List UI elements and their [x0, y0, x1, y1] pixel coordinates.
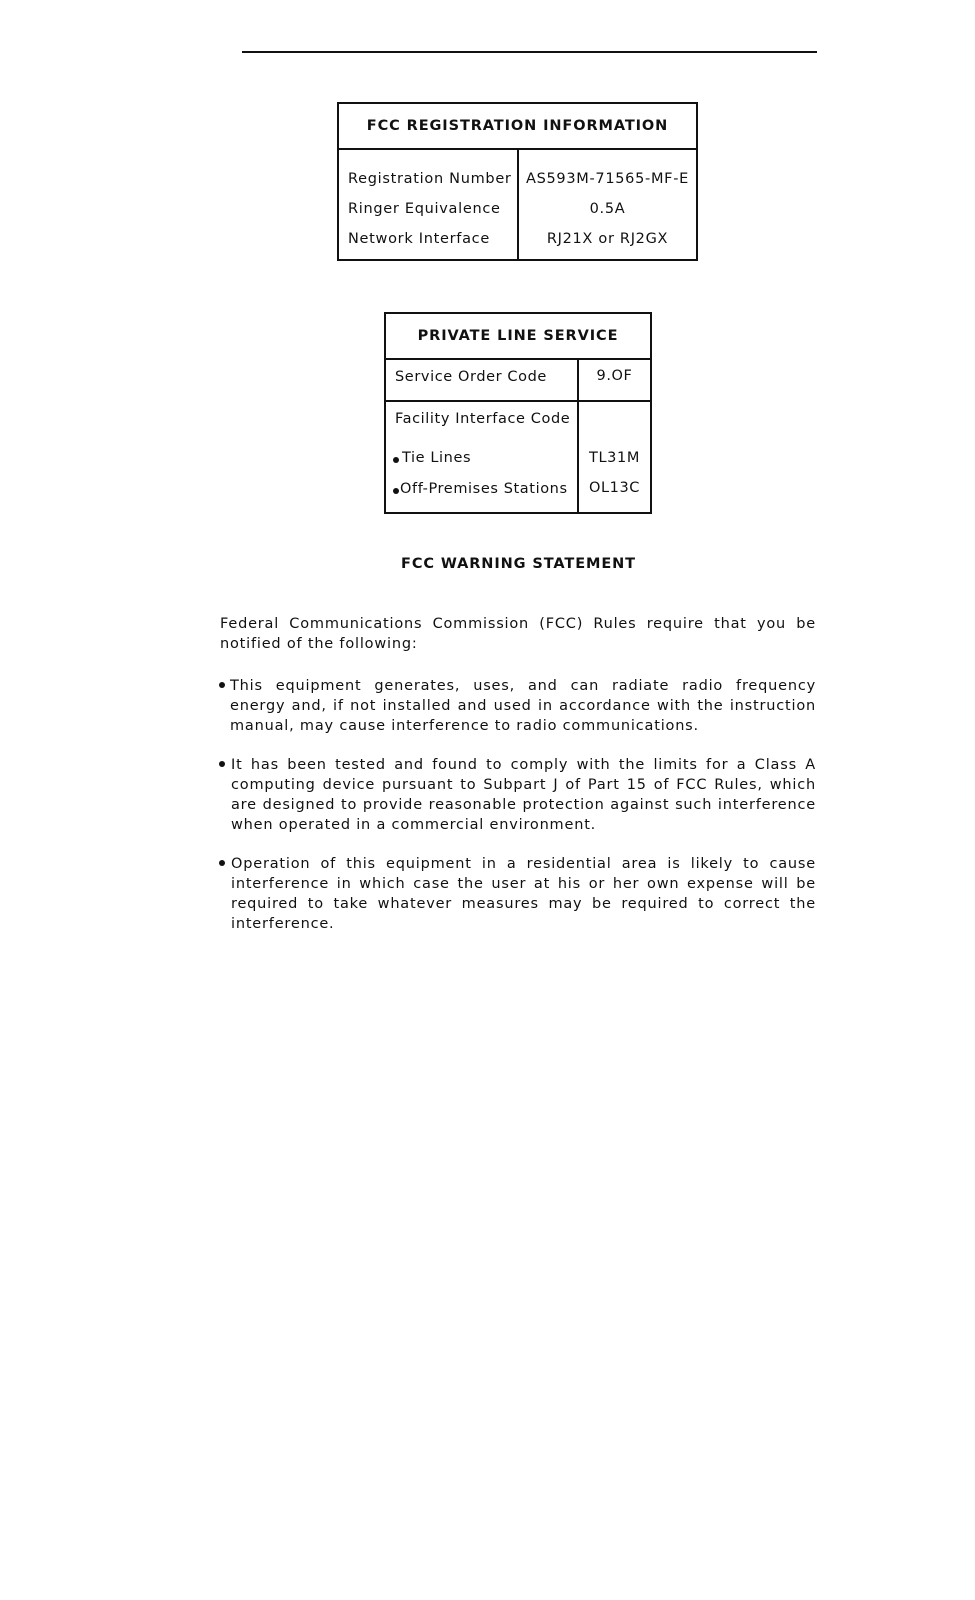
bullet-icon	[393, 457, 399, 463]
bullet-icon	[219, 761, 225, 767]
private-line-service-table	[384, 312, 652, 514]
registration-table-title: FCC REGISTRATION INFORMATION	[339, 104, 696, 150]
fcc-registration-table	[337, 102, 698, 261]
network-interface-value: RJ21X or RJ2GX	[546, 231, 669, 247]
table-row	[339, 171, 696, 193]
bullet-icon	[393, 488, 399, 494]
warning-bullet-text: It has been tested and found to comply with the limits for a Class A computing device pursuant to Subpart J of Part 15 of FCC Rules, which are designed to provide reasonable protection against such interference when operated in a commercial environment.	[231, 757, 816, 833]
list-item	[393, 481, 568, 497]
registration-number-value: AS593M-71565-MF-E	[525, 171, 690, 187]
private-line-table-title: PRIVATE LINE SERVICE	[386, 314, 650, 360]
top-rule	[242, 51, 817, 53]
tie-lines-value: TL31M	[589, 450, 640, 466]
warning-bullet-text: Operation of this equipment in a residential area is likely to cause interference in which case the user at his or her own expense will be required to take whatever measures may be required to correct the interference.	[231, 856, 816, 932]
row-divider	[386, 400, 650, 402]
warning-statement-title: FCC WARNING STATEMENT	[401, 556, 636, 572]
service-order-code-value: 9.OF	[596, 368, 633, 384]
list-item	[393, 450, 471, 466]
off-premises-stations-label: Off-Premises Stations	[400, 481, 568, 497]
off-premises-stations-value: OL13C	[588, 480, 641, 496]
service-order-code-label: Service Order Code	[395, 369, 547, 385]
table-row	[339, 231, 696, 253]
warning-bullet-text: This equipment generates, uses, and can radiate radio frequency energy and, if not installed and used in accordance with the instruction manual, may cause interference to radio communications.	[230, 678, 816, 734]
tie-lines-label: Tie Lines	[402, 450, 472, 466]
ringer-equivalence-label: Ringer Equivalence	[348, 201, 501, 217]
ringer-equivalence-value: 0.5A	[589, 201, 626, 217]
registration-number-label: Registration Number	[348, 171, 512, 187]
network-interface-label: Network Interface	[348, 231, 490, 247]
bullet-icon	[219, 860, 225, 866]
facility-interface-code-label: Facility Interface Code	[395, 411, 571, 427]
bullet-icon	[219, 682, 225, 688]
table-row	[339, 201, 696, 223]
warning-intro: Federal Communications Commission (FCC) Rules require that you be notified of the following:	[220, 616, 816, 652]
